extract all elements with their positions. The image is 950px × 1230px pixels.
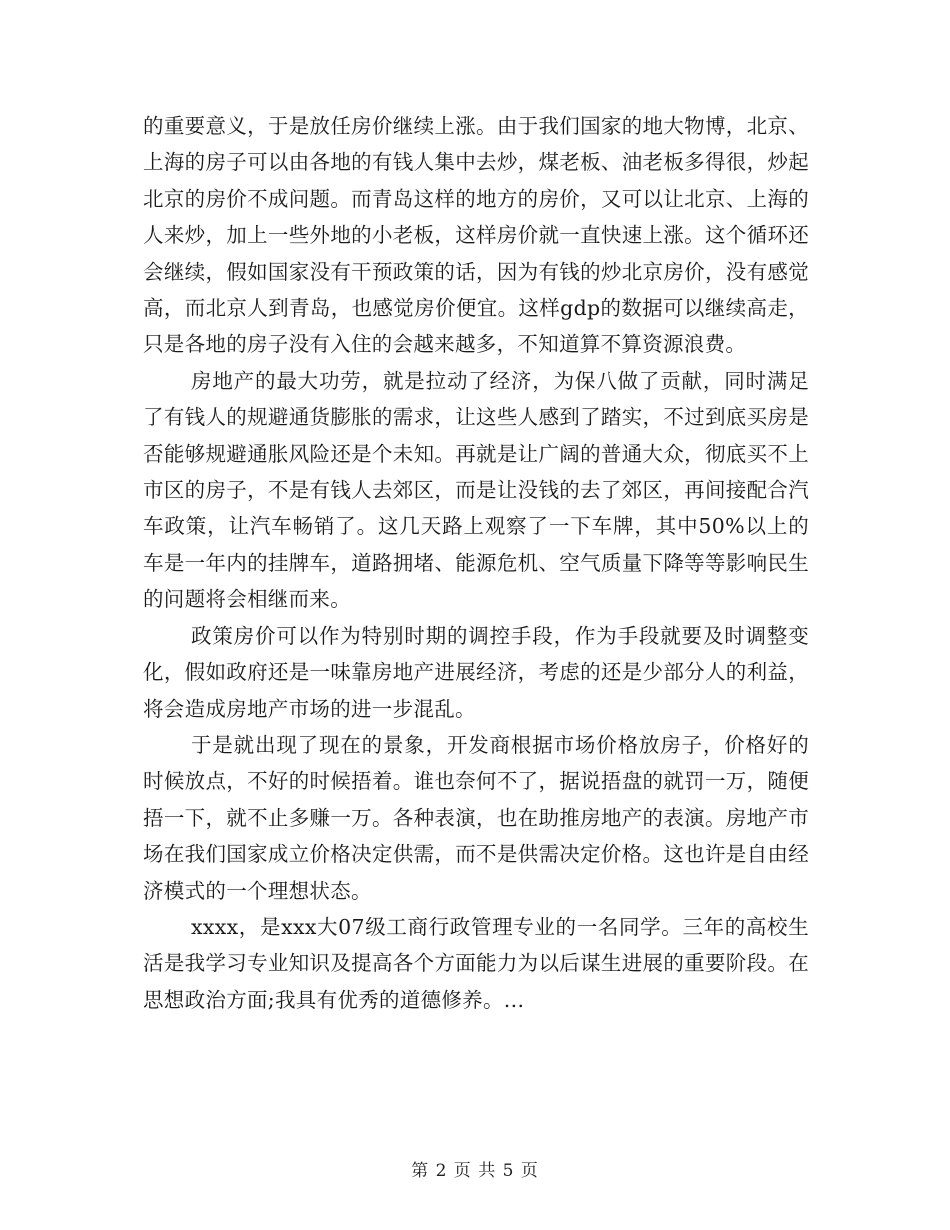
paragraph-continuation: 的重要意义，于是放任房价继续上涨。由于我们国家的地大物博，北京、上海的房子可以由各地的有钱人集中去炒，煤老板、油老板多得很，炒起北京的房价不成问题。而青岛这样的地方的房价，又可以让北京、上海的人来炒，加上一些外地的小老板，这样房价就一直快速上涨。这个循环还会继续，假如国家没有干预政策的话，因为有钱的炒北京房价，没有感觉高，而北京人到青岛，也感觉房价便宜。这样gdp的数据可以继续高走，只是各地的房子没有入住的会越来越多，不知道算不算资源浪费。 xyxy=(143,114,809,357)
page-number-label: 第 2 页 共 5 页 xyxy=(411,1161,539,1181)
page-footer xyxy=(0,1156,950,1181)
paragraph-real-estate-contribution: 房地产的最大功劳，就是拉动了经济，为保八做了贡献，同时满足了有钱人的规避通货膨胀的需求，让这些人感到了踏实，不过到底买房是否能够规避通胀风险还是个未知。再就是让广阔的普通大众，彻底买不上市区的房子，不是有钱人去郊区，而是让没钱的去了郊区，再间接配合汽车政策，让汽车畅销了。这几天路上观察了一下车牌，其中50%以上的车是一年内的挂牌车，道路拥堵、能源危机、空气质量下降等等影响民生的问题将会相继而来。 xyxy=(143,368,809,612)
document-body xyxy=(143,108,809,1018)
paragraph-self-introduction: xxxx，是xxx大07级工商行政管理专业的一名同学。三年的高校生活是我学习专业知识及提高各个方面能力为以后谋生进展的重要阶段。在思想政治方面;我具有优秀的道德修养。... xyxy=(143,914,809,1012)
paragraph-policy-housing-price: 政策房价可以作为特别时期的调控手段，作为手段就要及时调整变化，假如政府还是一味靠房地产进展经济，考虑的还是少部分人的利益，将会造成房地产市场的进一步混乱。 xyxy=(143,623,809,721)
paragraph-developer-behavior: 于是就出现了现在的景象，开发商根据市场价格放房子，价格好的时候放点，不好的时候捂着。谁也奈何不了，据说捂盘的就罚一万，随便捂一下，就不止多赚一万。各种表演，也在助推房地产的表演。房地产市场在我们国家成立价格决定供需，而不是供需决定价格。这也许是自由经济模式的一个理想状态。 xyxy=(143,732,809,903)
